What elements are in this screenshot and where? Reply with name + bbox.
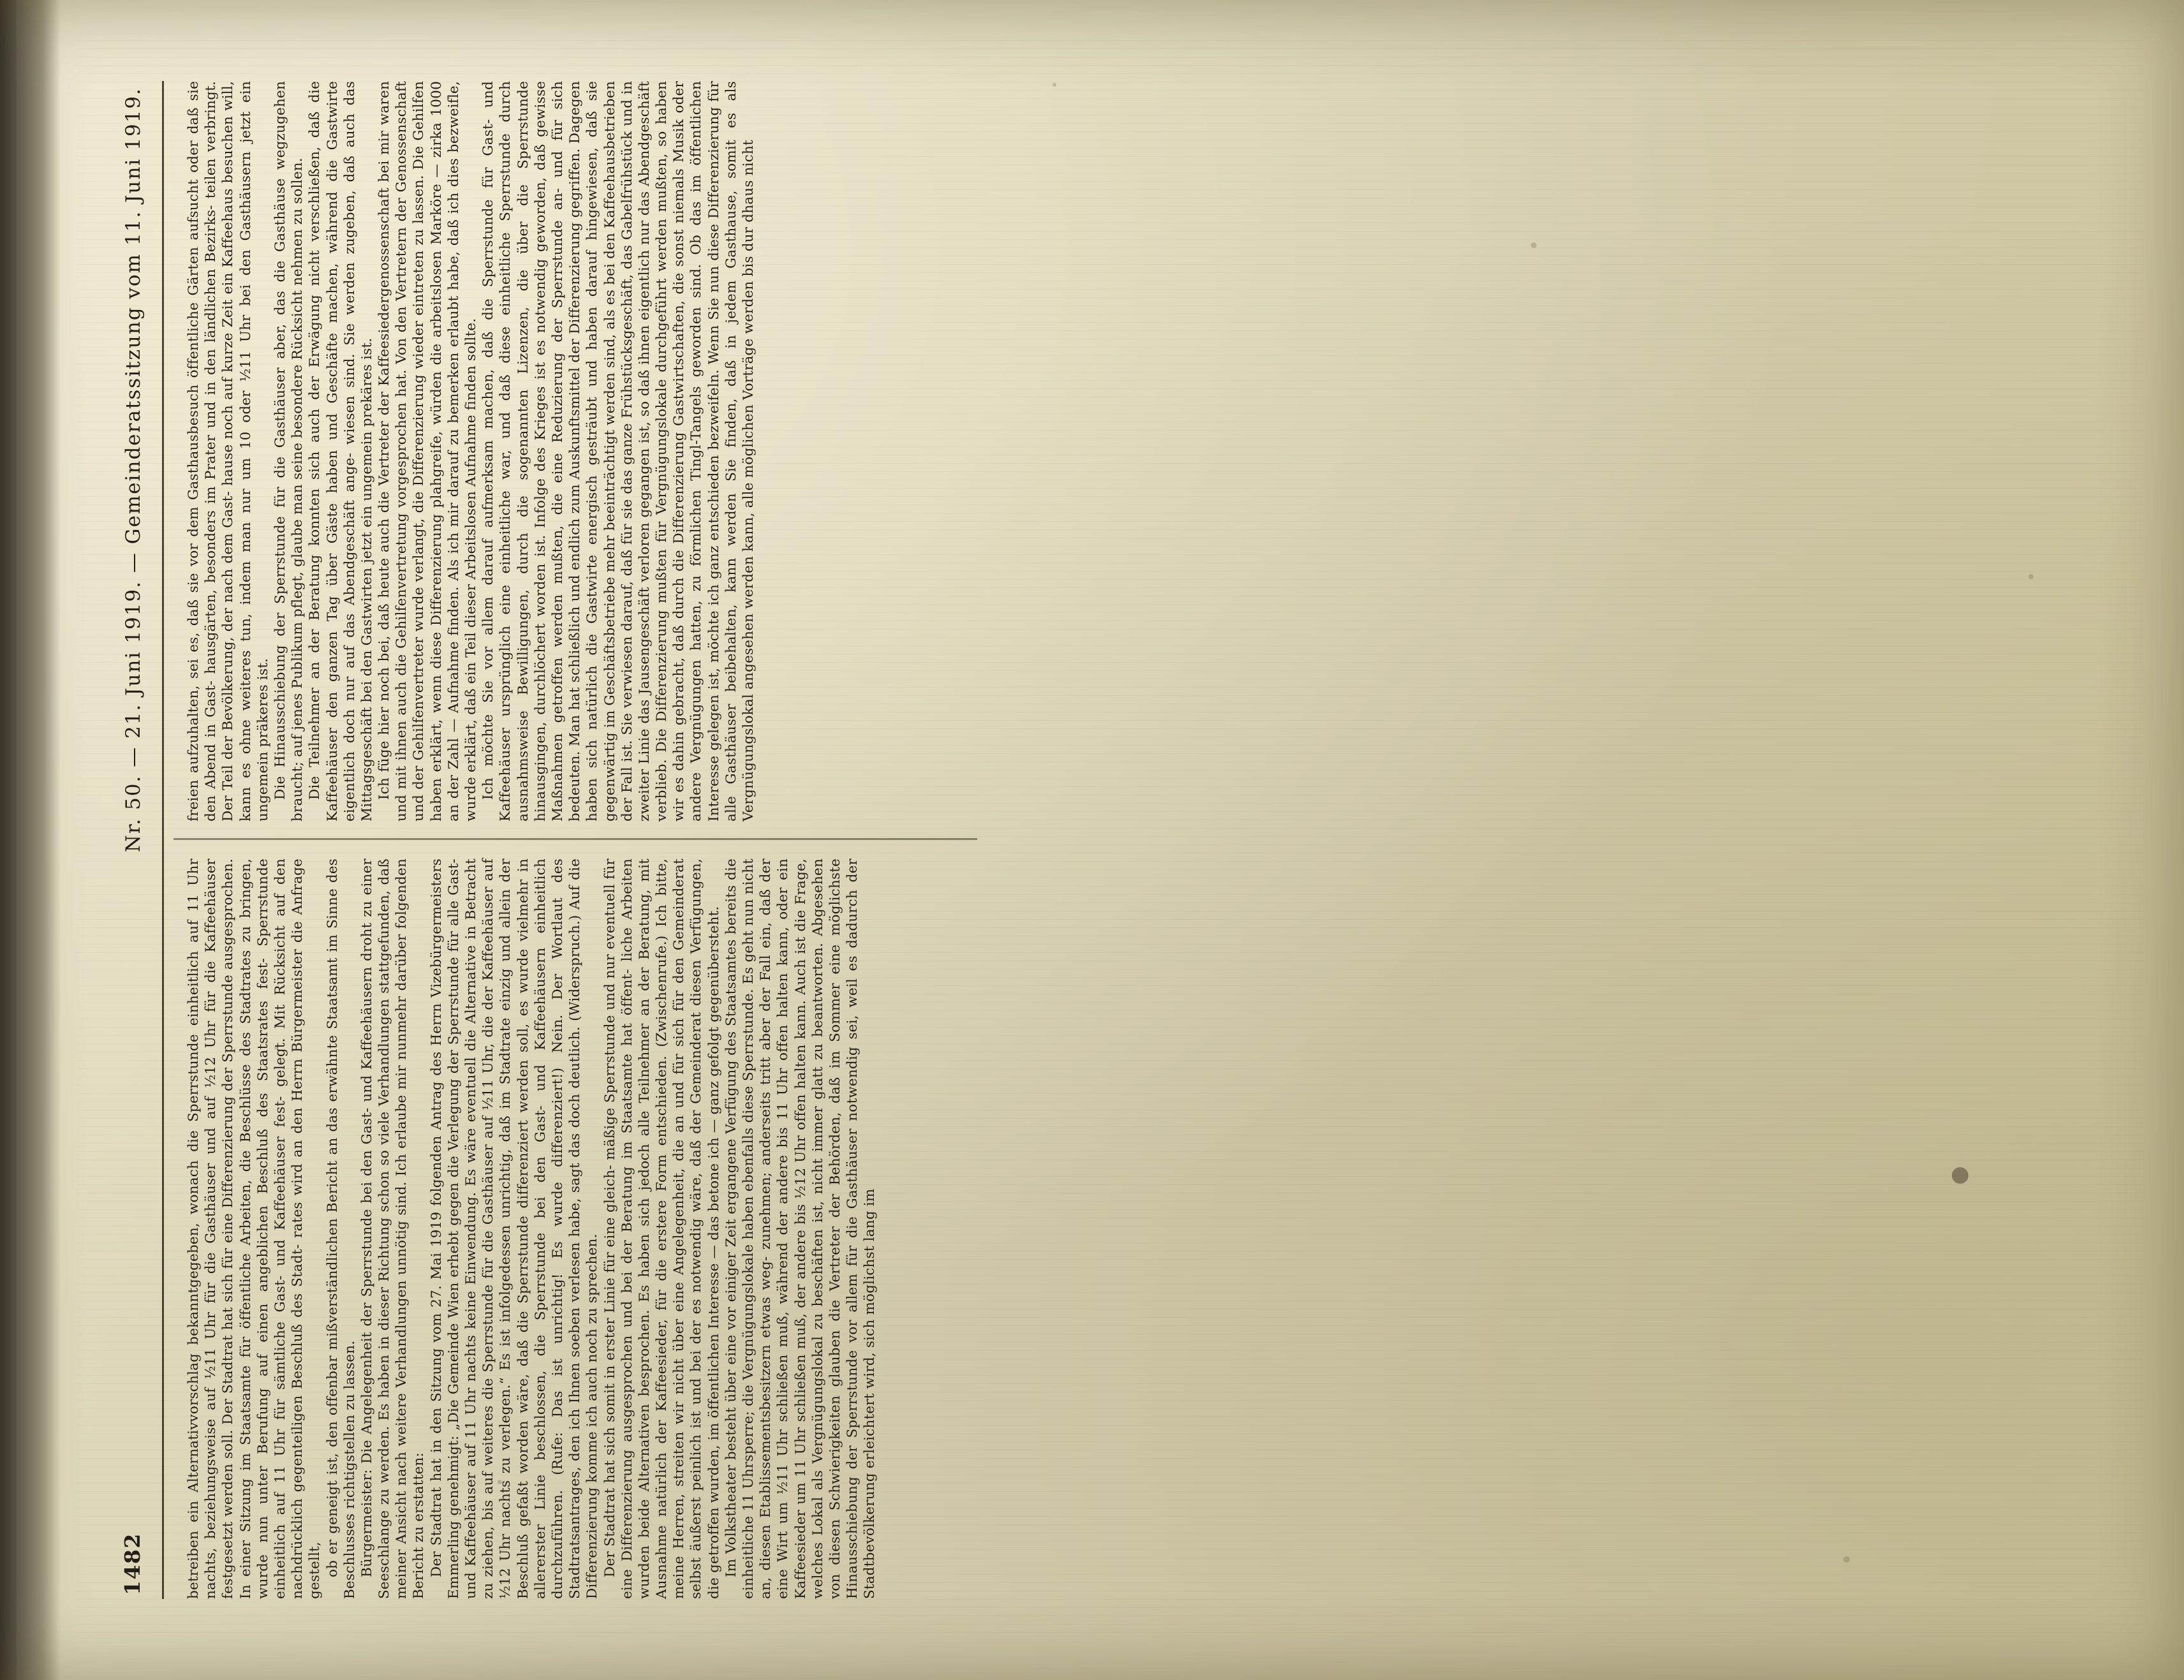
paragraph: Ich möchte Sie vor allem darauf aufmerksam machen, daß die Sperrstunde für Gast- und Kaffeehäuser ursprünglich eine einheitliche war, und daß diese einheitliche Sperrstunde durch ausnahmsweise Bewilligungen, durch die sogenannten Lizenzen, die über die Sperrstunde hinausgingen, durchlöchert worden ist. Infolge des Krieges ist es notwendig geworden, daß gewisse Maßnahmen getroffen werden mußten, die eine Reduzierung der Sperrstunde an- und für sich bedeuten. Man hat schließlich und endlich zum Auskunftsmittel der Differenzierung gegriffen. Dagegen haben sich natürlich die Gastwirte energisch gesträubt und haben darauf hingewiesen, daß sie gegenwärtig im Geschäftsbetriebe mehr beeinträchtigt werden sind, als es bei den Kaffeehausbetrieben der Fall ist. Sie verwiesen darauf, daß für sie das ganze Frühstücksgeschäft, das Gabelfrühstück und in zweiter Linie das Jausengeschäft verloren gegangen ist, so daß ihnen eigentlich nur das Abendgeschäft verblieb. Die Differenzierung mußten für Vergnügungslokale durchgeführt werden mußten, so haben wir es dahin gebracht, daß durch die Differenzierung Gastwirtschaften, die sonst niemals Musik oder andere Vergnügungen hatten, zu förmlichen Tingl-Tangels geworden sind. Ob das im öffentlichen Interesse gelegen ist, möchte ich ganz entschieden bezweifeln. Wenn Sie nun diese Differenzierung für alle Gasthäuser beibehalten, kann werden Sie finden, daß in jedem Gasthause, somit es als Vergnügungslokal angesehen werden kann, alle möglichen Vorträge werden bis dur dhaus nicht [480,81,756,822]
text-columns [185,81,2073,1599]
paper-speck [498,1480,502,1484]
page-content [78,81,2106,1599]
paragraph: betreiben ein Alternativvorschlag bekanntgegeben, wonach die Sperrstunde einheitlich auf 11 Uhr nachts, beziehungsweise auf ½11 Uhr für die Gasthäuser und auf ½12 Uhr für die Kaffeehäuser festgesetzt werden soll. Der Stadtrat hat sich für eine Differenzierung der Sperrstunde ausgesprochen. In einer Sitzung im Staatsamte für öffentliche Arbeiten, die Beschlüsse des Stadtrates zu bringen, wurde nun unter Berufung auf einen angeblichen Beschluß des Staatsrates fest- Sperrstunde einheitlich auf 11 Uhr für sämtliche Gast- und Kaffeehäuser fest- gelegt. Mit Rücksicht auf den nachdrücklich gegenteiligen Beschluß des Stadt- rates wird an den Herrn Bürgermeister die Anfrage gestellt, [186,858,323,1599]
paragraph: Der Stadtrat hat in den Sitzung vom 27. Mai 1919 folgenden Antrag des Herrn Vizebürgermeisters Emmerling genehmigt: „Die Gemeinde Wien erhebt gegen die Verlegung der Sperrstunde für alle Gast- und Kaffeehäuser auf 11 Uhr nachts keine Einwendung. Es wäre eventuell die Alternative in Betracht zu ziehen, bis auf weiteres die Sperrstunde für die Gasthäuser auf ½11 Uhr, die der Kaffeehäuser auf ½12 Uhr nachts zu verlegen.“ Es ist infolgedessen unrichtig, daß im Stadtrate einzig und allein der Beschluß gefaßt worden wäre, daß die Sperrstunde differenziert werden soll, es wurde vielmehr in allererster Linie beschlossen, die Sperrstunde bei den Gast- und Kaffeehäusern einheitlich durchzuführen. (Rufe: Das ist unrichtig! Es wurde differenziert!) Nein. Der Wortlaut des Stadtratsantrages, den ich Ihnen soeben verlesen habe, sagt das doch deutlich. (Widerspruch.) Auf die Differenzierung komme ich auch noch zu sprechen. [428,858,601,1599]
paragraph: freien aufzuhalten, sei es, daß sie vor dem Gasthausbesuch öffentliche Gärten aufsucht oder daß sie den Abend in Gast- hausgärten, besonders im Prater und in den ländlichen Bezirks- teilen verbringt. Der Teil der Bevölkerung, der nach dem Gast- hause noch auf kurze Zeit ein Kaffeehaus besuchen will, kann es ohne weiteres tun, indem man nur um 10 oder ½11 Uhr bei den Gasthäusern jetzt ein ungemein präkeres ist. [186,81,271,822]
paragraph: Bürgermeister: Die Angelegenheit der Sperrstunde bei den Gast- und Kaffeehäusern droht zu einer Seeschlange zu werden. Es haben in dieser Richtung schon so viele Verhandlungen stattgefunden, daß meiner Ansicht nach weitere Verhandlungen unnötig sind. Ich erlaube mir nunmehr darüber folgenden Bericht zu erstatten: [358,858,427,1599]
header-rule [162,81,164,1599]
paper-speck [274,1046,278,1050]
paper-speck [2028,574,2033,579]
running-head [120,81,158,1599]
paper-speck [1531,242,1537,248]
ink-blot [1952,1167,1968,1184]
paragraph: ob er geneigt ist, den offenbar mißverständlichen Bericht an das erwähnte Staatsamt im Sinne des Beschlusses richtigstellen zu lassen. [324,858,358,1599]
paragraph: Der Stadtrat hat sich somit in erster Linie für eine gleich- mäßige Sperrstunde und nur eventuell für eine Differenzierung ausgesprochen und bei der Beratung im Staatsamte hat öffent- liche Arbeiten wurden beide Alternativen besprochen. Es haben sich jedoch alle Teilnehmer an der Beratung, mit Ausnahme natürlich der Kaffeesieder, für die erstere Form entschieden. (Zwischenrufe.) Ich bitte, meine Herren, streiten wir nicht über eine Angelegenheit, die an und für sich für den Gemeinderat selbst äußerst peinlich ist und bei der es notwendig wäre, daß der Gemeinderat diesen Verfügungen, die getroffen wurden, im öffentlichen Interesse — das betone ich — ganz gefolgt gegenübersteht. [601,858,722,1599]
paper-speck [1052,83,1056,87]
folio-number: 1482 [120,1533,145,1595]
paragraph: Ich füge hier noch bei, daß heute auch die Vertreter der Kaffeesiedergenossenschaft bei mir waren und mit ihnen auch die Gehilfenvertretung vorgesprochen hat. Von den Vertretern der Genossenschaft und der Gehilfenvertreter wurde verlangt, die Differenzierung wieder eintreten zu lassen. Die Gehilfen haben erklärt, wenn diese Differenzierung plahgreife, würden die arbeitslosen Marköre — zirka 1000 an der Zahl — Aufnahme finden. Als ich mir darauf zu bemerken erlaubt habe, daß ich dies bezweifle, wurde erklärt, daß ein Teil dieser Arbeitslosen Aufnahme finden sollte. [376,81,479,822]
left-column [185,858,2073,1599]
paper-speck [1843,1556,1850,1563]
binding-edge [0,0,17,1680]
paragraph: Die Hinausschiebung der Sperrstunde für die Gasthäuser aber, das die Gasthäuse wegzugehen braucht; auf jenes Publikum pflegt, glaube man seine besondere Rücksicht nehmen zu sollen. [272,81,306,822]
right-column [185,81,2073,822]
paragraph: Im Volkstheater besteht über eine vor einiger Zeit ergangene Verfügung des Staatsamtes bereits die einheitliche 11 Uhrsperre; die Vergnügungslokale haben ebenfalls diese Sperrstunde. Es geht nun nicht an, diesen Etablissementsbesitzern etwas weg- zunehmen; anderseits tritt aber der Fall ein, daß der eine Wirt um ½11 Uhr schließen muß, während der andere bis 11 Uhr offen halten kann, oder ein Kaffeesieder um 11 Uhr schließen muß, der andere bis ½12 Uhr offen halten kann. Auch ist die Frage, welches Lokal als Vergnügungslokal zu beschäften ist, nicht immer glatt zu beantworten. Abgesehen von diesen Schwierigkeiten glauben die Vertreter der Behörden, daß im Sommer eine möglichste Hinausschiebung der Sperrstunde vor allem für die Gasthäuser notwendig sei, weil es dadurch der Stadtbevölkerung erleichtert wird, sich möglichst lang im [723,858,878,1599]
paragraph: Die Teilnehmer an der Beratung konnten sich auch der Erwägung nicht verschließen, daß die Kaffeehäuser den ganzen Tag über Gäste haben und Geschäfte machen, während die Gastwirte eigentlich doch nur auf das Abendgeschäft ange- wiesen sind. Sie werden zugeben, daß auch das Mittagsgeschäft bei den Gastwirten jetzt ein ungemein prekäres ist. [307,81,375,822]
column-divider [173,838,977,840]
running-head-title: Nr. 50. — 21. Juni 1919. — Gemeinderatssitzung vom 11. Juni 1919. [122,87,145,853]
